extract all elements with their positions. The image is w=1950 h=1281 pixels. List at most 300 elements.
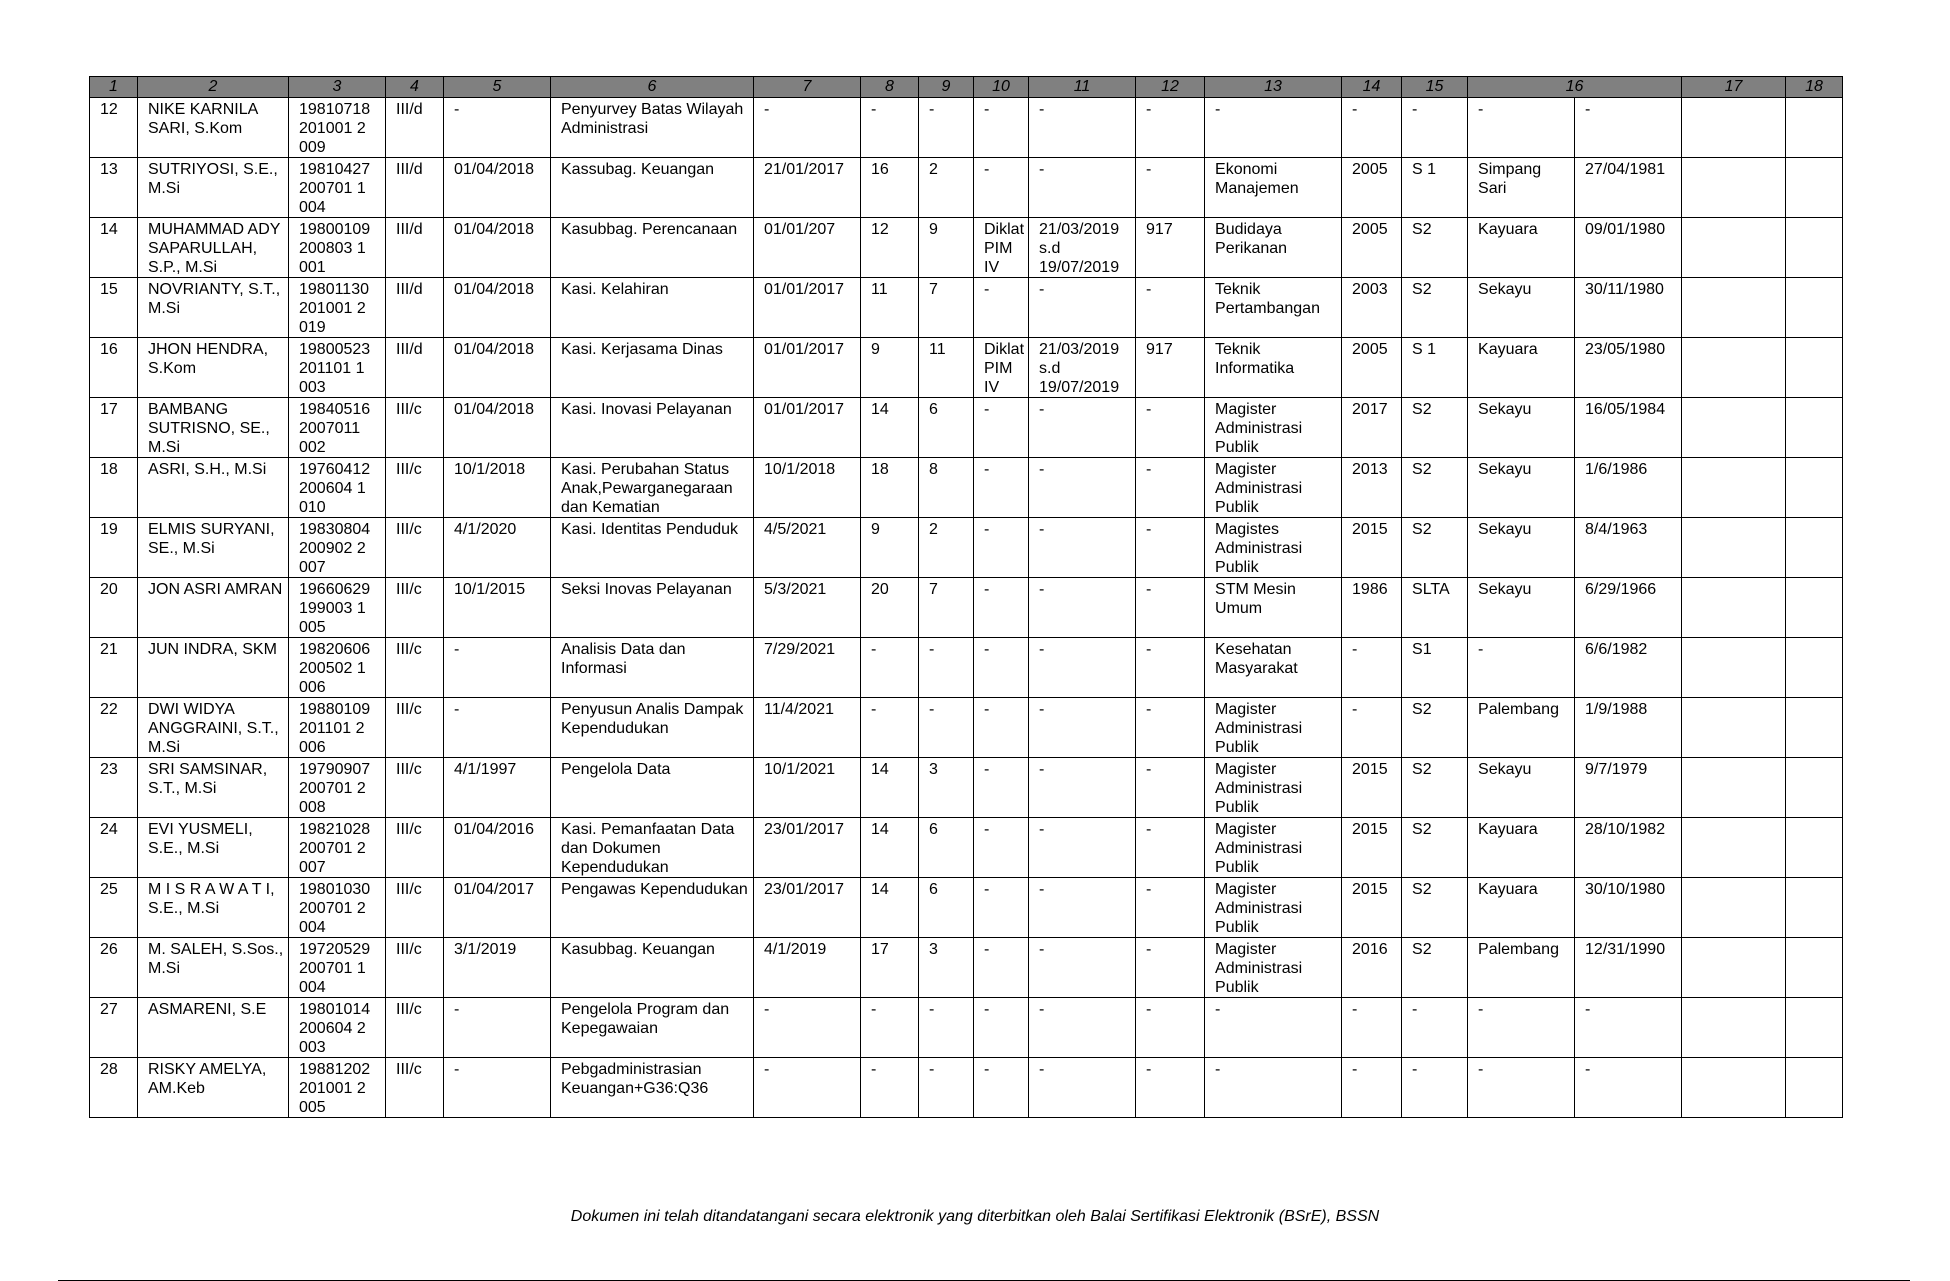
table-row xyxy=(90,878,1843,938)
table-cell: 9/7/1979 xyxy=(1575,758,1682,818)
table-cell: 21 xyxy=(90,638,138,698)
column-header-3: 3 xyxy=(289,77,386,98)
table-cell: - xyxy=(1029,578,1136,638)
table-cell: S1 xyxy=(1402,638,1468,698)
table-cell: - xyxy=(1205,998,1342,1058)
table-cell xyxy=(1786,998,1843,1058)
table-cell: - xyxy=(1136,758,1205,818)
table-cell: S2 xyxy=(1402,218,1468,278)
table-cell: 2005 xyxy=(1342,158,1402,218)
table-cell: 2015 xyxy=(1342,518,1402,578)
table-cell: - xyxy=(1136,278,1205,338)
table-cell: Kasi. Identitas Penduduk xyxy=(551,518,754,578)
table-cell: STM Mesin Umum xyxy=(1205,578,1342,638)
table-cell: Ekonomi Manajemen xyxy=(1205,158,1342,218)
table-cell: Kesehatan Masyarakat xyxy=(1205,638,1342,698)
table-cell: III/c xyxy=(386,518,444,578)
table-cell: III/c xyxy=(386,758,444,818)
table-cell: Sekayu xyxy=(1468,758,1575,818)
table-cell: Kasi. Kerjasama Dinas xyxy=(551,338,754,398)
table-cell: 2005 xyxy=(1342,338,1402,398)
table-row xyxy=(90,398,1843,458)
table-cell: III/c xyxy=(386,938,444,998)
table-cell: III/c xyxy=(386,1058,444,1118)
table-cell: - xyxy=(974,98,1029,158)
column-header-4: 4 xyxy=(386,77,444,98)
table-cell: 13 xyxy=(90,158,138,218)
table-cell: 6/6/1982 xyxy=(1575,638,1682,698)
table-cell: III/d xyxy=(386,278,444,338)
table-cell: 4/1/2020 xyxy=(444,518,551,578)
table-cell xyxy=(1682,98,1786,158)
table-cell: Kasubbag. Keuangan xyxy=(551,938,754,998)
table-cell: Magister Administrasi Publik xyxy=(1205,938,1342,998)
table-row xyxy=(90,218,1843,278)
table-cell: 2 xyxy=(919,158,974,218)
column-header-7: 7 xyxy=(754,77,861,98)
table-cell xyxy=(1682,458,1786,518)
table-cell: S 1 xyxy=(1402,338,1468,398)
table-cell: 3 xyxy=(919,758,974,818)
table-cell: - xyxy=(1136,578,1205,638)
table-cell: 01/04/2016 xyxy=(444,818,551,878)
table-cell: Pengelola Program dan Kepegawaian xyxy=(551,998,754,1058)
table-cell: Seksi Inovas Pelayanan xyxy=(551,578,754,638)
table-cell: 12/31/1990 xyxy=(1575,938,1682,998)
table-cell: 3/1/2019 xyxy=(444,938,551,998)
table-cell: 3 xyxy=(919,938,974,998)
table-cell: 2015 xyxy=(1342,818,1402,878)
table-cell: Pengawas Kependudukan xyxy=(551,878,754,938)
table-cell: S2 xyxy=(1402,458,1468,518)
table-cell: III/d xyxy=(386,98,444,158)
table-cell: ELMIS SURYANI, SE., M.Si xyxy=(138,518,289,578)
table-cell: - xyxy=(1342,998,1402,1058)
table-cell: Budidaya Perikanan xyxy=(1205,218,1342,278)
table-cell: - xyxy=(1575,998,1682,1058)
table-cell: 7/29/2021 xyxy=(754,638,861,698)
table-cell: 23/01/2017 xyxy=(754,818,861,878)
table-cell xyxy=(1682,938,1786,998)
table-cell xyxy=(1786,278,1843,338)
table-cell: - xyxy=(754,1058,861,1118)
column-header-6: 6 xyxy=(551,77,754,98)
table-cell: - xyxy=(1468,638,1575,698)
table-cell: 2015 xyxy=(1342,878,1402,938)
table-cell: - xyxy=(861,1058,919,1118)
table-cell: - xyxy=(1136,818,1205,878)
table-cell xyxy=(1786,818,1843,878)
table-cell: 12 xyxy=(861,218,919,278)
column-header-12: 12 xyxy=(1136,77,1205,98)
table-cell: - xyxy=(974,698,1029,758)
table-row xyxy=(90,278,1843,338)
table-cell: 14 xyxy=(861,818,919,878)
table-cell xyxy=(1786,938,1843,998)
table-cell: Magister Administrasi Publik xyxy=(1205,458,1342,518)
table-cell: RISKY AMELYA, AM.Keb xyxy=(138,1058,289,1118)
column-header-11: 11 xyxy=(1029,77,1136,98)
table-cell: Magister Administrasi Publik xyxy=(1205,758,1342,818)
table-cell: 21/03/2019 s.d 19/07/2019 xyxy=(1029,218,1136,278)
table-cell: 20 xyxy=(90,578,138,638)
table-cell: III/d xyxy=(386,158,444,218)
table-cell: Kayuara xyxy=(1468,878,1575,938)
table-cell: - xyxy=(974,818,1029,878)
table-cell: - xyxy=(1342,638,1402,698)
column-header-16: 16 xyxy=(1468,77,1682,98)
table-cell: - xyxy=(1029,1058,1136,1118)
table-cell: - xyxy=(974,938,1029,998)
table-cell: S2 xyxy=(1402,518,1468,578)
table-cell: Magister Administrasi Publik xyxy=(1205,818,1342,878)
table-row xyxy=(90,578,1843,638)
table-cell: - xyxy=(1136,398,1205,458)
table-cell: - xyxy=(919,1058,974,1118)
table-cell: - xyxy=(1342,98,1402,158)
table-cell: 21/01/2017 xyxy=(754,158,861,218)
table-cell: 19801014 200604 2 003 xyxy=(289,998,386,1058)
table-cell: 6/29/1966 xyxy=(1575,578,1682,638)
table-cell: 19840516 2007011 002 xyxy=(289,398,386,458)
table-cell: 19881202 201001 2 005 xyxy=(289,1058,386,1118)
table-cell: S2 xyxy=(1402,878,1468,938)
table-cell: M I S R A W A T I, S.E., M.Si xyxy=(138,878,289,938)
table-cell: - xyxy=(974,518,1029,578)
table-cell: Magister Administrasi Publik xyxy=(1205,878,1342,938)
table-cell: 2016 xyxy=(1342,938,1402,998)
table-cell: - xyxy=(919,998,974,1058)
table-cell: - xyxy=(1029,698,1136,758)
table-cell: 01/01/2017 xyxy=(754,398,861,458)
table-row xyxy=(90,98,1843,158)
table-cell: 01/01/207 xyxy=(754,218,861,278)
table-cell: - xyxy=(1136,518,1205,578)
table-cell: Kasubbag. Perencanaan xyxy=(551,218,754,278)
table-cell: - xyxy=(1575,1058,1682,1118)
table-cell: 01/04/2018 xyxy=(444,218,551,278)
table-cell: SUTRIYOSI, S.E., M.Si xyxy=(138,158,289,218)
table-cell: - xyxy=(1136,1058,1205,1118)
table-cell: 2005 xyxy=(1342,218,1402,278)
table-cell: - xyxy=(444,98,551,158)
table-cell: 30/10/1980 xyxy=(1575,878,1682,938)
table-cell: 23/01/2017 xyxy=(754,878,861,938)
table-cell: - xyxy=(974,578,1029,638)
table-cell: 19801030 200701 2 004 xyxy=(289,878,386,938)
table-cell: 19810427 200701 1 004 xyxy=(289,158,386,218)
table-cell: - xyxy=(1136,158,1205,218)
table-cell: - xyxy=(444,1058,551,1118)
table-cell: - xyxy=(1402,98,1468,158)
table-cell: 917 xyxy=(1136,218,1205,278)
table-cell: - xyxy=(1029,278,1136,338)
table-cell: - xyxy=(919,98,974,158)
table-cell xyxy=(1682,158,1786,218)
table-cell: 10/1/2018 xyxy=(444,458,551,518)
table-body xyxy=(90,98,1843,1118)
table-cell: - xyxy=(1029,818,1136,878)
table-cell: 19821028 200701 2 007 xyxy=(289,818,386,878)
table-cell: III/c xyxy=(386,398,444,458)
table-row xyxy=(90,458,1843,518)
table-cell: 01/01/2017 xyxy=(754,338,861,398)
table-cell: 1986 xyxy=(1342,578,1402,638)
table-cell: Palembang xyxy=(1468,938,1575,998)
table-cell: 15 xyxy=(90,278,138,338)
table-cell: - xyxy=(444,698,551,758)
table-cell xyxy=(1786,638,1843,698)
table-cell: - xyxy=(1136,698,1205,758)
table-cell: - xyxy=(1468,1058,1575,1118)
table-cell: - xyxy=(861,698,919,758)
table-cell: 19820606 200502 1 006 xyxy=(289,638,386,698)
table-cell: 2017 xyxy=(1342,398,1402,458)
table-cell: - xyxy=(861,638,919,698)
table-cell xyxy=(1682,338,1786,398)
table-cell: 19801130 201001 2 019 xyxy=(289,278,386,338)
table-cell: - xyxy=(919,638,974,698)
table-cell xyxy=(1682,878,1786,938)
table-cell: 27 xyxy=(90,998,138,1058)
table-cell xyxy=(1786,98,1843,158)
table-row xyxy=(90,518,1843,578)
table-cell: 19790907 200701 2 008 xyxy=(289,758,386,818)
table-cell: 30/11/1980 xyxy=(1575,278,1682,338)
table-cell: S2 xyxy=(1402,278,1468,338)
table-cell xyxy=(1682,698,1786,758)
table-cell: 19660629 199003 1 005 xyxy=(289,578,386,638)
table-cell: Sekayu xyxy=(1468,458,1575,518)
table-cell: III/c xyxy=(386,458,444,518)
column-header-2: 2 xyxy=(138,77,289,98)
table-cell: - xyxy=(974,998,1029,1058)
table-cell: - xyxy=(1342,1058,1402,1118)
table-cell: 20 xyxy=(861,578,919,638)
table-cell: - xyxy=(974,758,1029,818)
table-cell: NIKE KARNILA SARI, S.Kom xyxy=(138,98,289,158)
table-cell: 19720529 200701 1 004 xyxy=(289,938,386,998)
table-cell: 12 xyxy=(90,98,138,158)
table-cell: - xyxy=(1468,98,1575,158)
table-cell: - xyxy=(1029,158,1136,218)
table-cell xyxy=(1786,698,1843,758)
table-cell xyxy=(1682,638,1786,698)
table-cell: ASRI, S.H., M.Si xyxy=(138,458,289,518)
table-cell: Pengelola Data xyxy=(551,758,754,818)
table-cell: 22 xyxy=(90,698,138,758)
table-cell: 6 xyxy=(919,398,974,458)
table-cell xyxy=(1682,1058,1786,1118)
table-cell: - xyxy=(1029,938,1136,998)
column-header-13: 13 xyxy=(1205,77,1342,98)
table-cell: 10/1/2018 xyxy=(754,458,861,518)
table-cell: 17 xyxy=(90,398,138,458)
table-cell: 1/9/1988 xyxy=(1575,698,1682,758)
table-cell: - xyxy=(1136,878,1205,938)
table-cell: Magistes Administrasi Publik xyxy=(1205,518,1342,578)
table-cell: S 1 xyxy=(1402,158,1468,218)
table-row xyxy=(90,1058,1843,1118)
table-cell: 28/10/1982 xyxy=(1575,818,1682,878)
table-cell: 14 xyxy=(90,218,138,278)
table-cell xyxy=(1786,1058,1843,1118)
table-cell: 19800523 201101 1 003 xyxy=(289,338,386,398)
table-cell: III/c xyxy=(386,818,444,878)
table-cell: 4/1/1997 xyxy=(444,758,551,818)
table-cell: - xyxy=(1029,518,1136,578)
table-cell: 01/04/2018 xyxy=(444,158,551,218)
table-cell: 4/5/2021 xyxy=(754,518,861,578)
table-cell: - xyxy=(1029,638,1136,698)
table-cell: - xyxy=(1136,98,1205,158)
table-cell: - xyxy=(1402,1058,1468,1118)
table-cell: - xyxy=(974,158,1029,218)
table-cell: - xyxy=(1136,458,1205,518)
table-cell: - xyxy=(1029,878,1136,938)
table-cell: - xyxy=(1205,1058,1342,1118)
table-cell: - xyxy=(444,638,551,698)
table-cell: Simpang Sari xyxy=(1468,158,1575,218)
table-row xyxy=(90,638,1843,698)
table-cell: 9 xyxy=(861,338,919,398)
table-cell: SLTA xyxy=(1402,578,1468,638)
table-cell: 19810718 201001 2 009 xyxy=(289,98,386,158)
table-cell xyxy=(1682,398,1786,458)
table-cell xyxy=(1682,278,1786,338)
table-cell: 21/03/2019 s.d 19/07/2019 xyxy=(1029,338,1136,398)
table-cell: 18 xyxy=(90,458,138,518)
table-cell: 5/3/2021 xyxy=(754,578,861,638)
table-cell: 9 xyxy=(861,518,919,578)
table-cell: - xyxy=(1402,998,1468,1058)
table-cell: Kasi. Kelahiran xyxy=(551,278,754,338)
table-cell: - xyxy=(1342,698,1402,758)
table-cell: - xyxy=(974,458,1029,518)
table-cell: 01/04/2018 xyxy=(444,338,551,398)
table-cell: 23 xyxy=(90,758,138,818)
table-cell xyxy=(1786,218,1843,278)
table-cell: ASMARENI, S.E xyxy=(138,998,289,1058)
table-cell xyxy=(1682,998,1786,1058)
table-cell: Magister Administrasi Publik xyxy=(1205,698,1342,758)
table-cell: 8 xyxy=(919,458,974,518)
table-cell xyxy=(1682,758,1786,818)
table-cell: - xyxy=(1136,998,1205,1058)
table-cell: S2 xyxy=(1402,398,1468,458)
table-cell: Penyusun Analis Dampak Kependudukan xyxy=(551,698,754,758)
table-cell: Sekayu xyxy=(1468,578,1575,638)
column-header-14: 14 xyxy=(1342,77,1402,98)
table-cell: - xyxy=(919,698,974,758)
table-cell: - xyxy=(1029,998,1136,1058)
column-header-17: 17 xyxy=(1682,77,1786,98)
table-cell: 16 xyxy=(90,338,138,398)
table-cell: S2 xyxy=(1402,938,1468,998)
table-cell: M. SALEH, S.Sos., M.Si xyxy=(138,938,289,998)
table-cell: III/c xyxy=(386,638,444,698)
table-cell: Kasi. Pemanfaatan Data dan Dokumen Kependudukan xyxy=(551,818,754,878)
table-row xyxy=(90,818,1843,878)
table-cell: 19800109 200803 1 001 xyxy=(289,218,386,278)
table-cell: - xyxy=(1029,98,1136,158)
table-cell: 14 xyxy=(861,398,919,458)
table-cell: 01/01/2017 xyxy=(754,278,861,338)
table-row xyxy=(90,938,1843,998)
table-cell: - xyxy=(754,98,861,158)
table-cell: Teknik Pertambangan xyxy=(1205,278,1342,338)
table-cell: S2 xyxy=(1402,698,1468,758)
table-cell xyxy=(1786,878,1843,938)
table-cell: JON ASRI AMRAN xyxy=(138,578,289,638)
table-cell: 16 xyxy=(861,158,919,218)
table-cell xyxy=(1786,458,1843,518)
table-cell: JHON HENDRA, S.Kom xyxy=(138,338,289,398)
table-cell: Palembang xyxy=(1468,698,1575,758)
table-cell: EVI YUSMELI, S.E., M.Si xyxy=(138,818,289,878)
table-cell: 10/1/2015 xyxy=(444,578,551,638)
table-cell: - xyxy=(974,278,1029,338)
table-cell xyxy=(1682,518,1786,578)
table-cell: 14 xyxy=(861,758,919,818)
table-cell: 1/6/1986 xyxy=(1575,458,1682,518)
table-cell: 9 xyxy=(919,218,974,278)
table-cell: 11 xyxy=(861,278,919,338)
table-cell: III/d xyxy=(386,218,444,278)
table-cell xyxy=(1786,158,1843,218)
column-header-18: 18 xyxy=(1786,77,1843,98)
table-row xyxy=(90,998,1843,1058)
table-row xyxy=(90,698,1843,758)
table-row xyxy=(90,758,1843,818)
table-cell: Kassubag. Keuangan xyxy=(551,158,754,218)
table-cell: - xyxy=(974,1058,1029,1118)
table-cell xyxy=(1786,758,1843,818)
table-cell: DWI WIDYA ANGGRAINI, S.T., M.Si xyxy=(138,698,289,758)
table-cell: 27/04/1981 xyxy=(1575,158,1682,218)
table-cell: JUN INDRA, SKM xyxy=(138,638,289,698)
table-cell: 24 xyxy=(90,818,138,878)
table-cell: 11/4/2021 xyxy=(754,698,861,758)
table-cell: BAMBANG SUTRISNO, SE., M.Si xyxy=(138,398,289,458)
table-cell: 09/01/1980 xyxy=(1575,218,1682,278)
table-cell: 2003 xyxy=(1342,278,1402,338)
table-cell: - xyxy=(754,998,861,1058)
signature-note: Dokumen ini telah ditandatangani secara elektronik yang diterbitkan oleh Balai Sertifikasi Elektronik (BSrE), BSSN xyxy=(570,1208,1380,1225)
table-cell: 6 xyxy=(919,818,974,878)
table-cell: Kasi. Perubahan Status Anak,Pewarganegaraan dan Kematian xyxy=(551,458,754,518)
table-cell: 19760412 200604 1 010 xyxy=(289,458,386,518)
table-cell: S2 xyxy=(1402,758,1468,818)
table-cell: NOVRIANTY, S.T., M.Si xyxy=(138,278,289,338)
table-cell: Kayuara xyxy=(1468,818,1575,878)
table-cell: Kayuara xyxy=(1468,218,1575,278)
table-cell: 14 xyxy=(861,878,919,938)
table-cell: 18 xyxy=(861,458,919,518)
table-cell: MUHAMMAD ADY SAPARULLAH, S.P., M.Si xyxy=(138,218,289,278)
column-header-9: 9 xyxy=(919,77,974,98)
table-cell: - xyxy=(1205,98,1342,158)
table-cell: Kayuara xyxy=(1468,338,1575,398)
table-cell: - xyxy=(1575,98,1682,158)
table-cell: 19880109 201101 2 006 xyxy=(289,698,386,758)
table-cell xyxy=(1786,518,1843,578)
table-cell: Sekayu xyxy=(1468,398,1575,458)
table-cell: 2013 xyxy=(1342,458,1402,518)
table-cell: - xyxy=(1029,458,1136,518)
table-cell: 4/1/2019 xyxy=(754,938,861,998)
table-cell: III/c xyxy=(386,698,444,758)
